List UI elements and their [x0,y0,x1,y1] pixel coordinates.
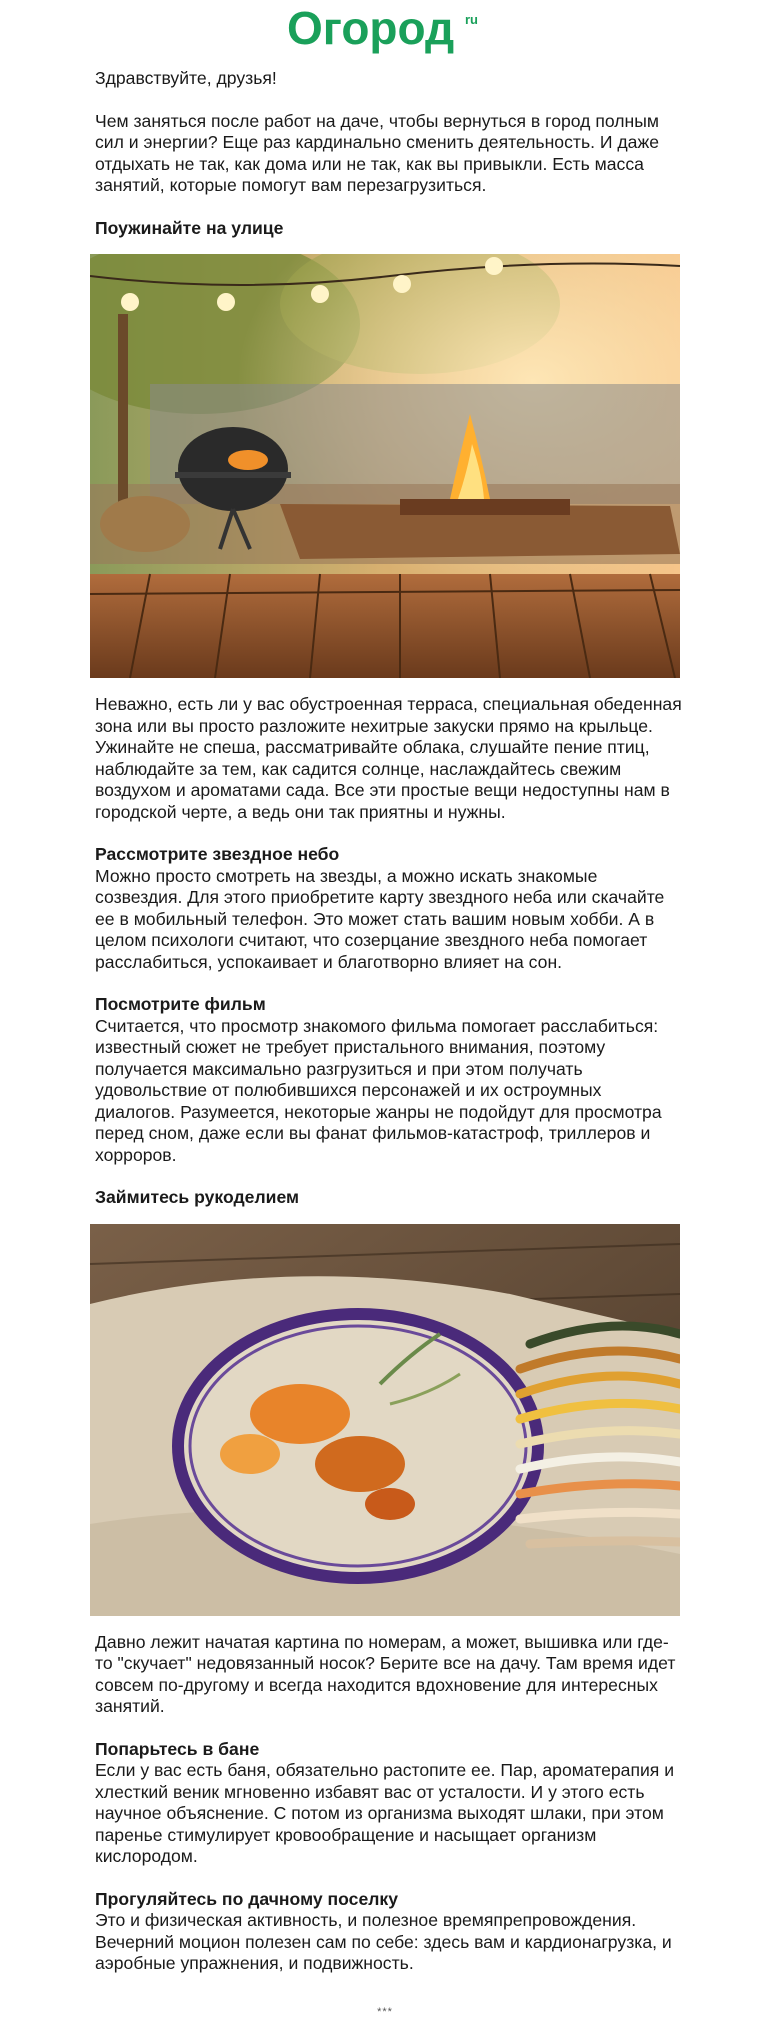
site-logo[interactable] [0,4,770,60]
section-text-dinner: Неважно, есть ли у вас обустроенная терраса, специальная обеденная зона или вы просто разложите нехитрые закуски прямо на крыльце. Ужинайте не спеша, рассматривайте облака, слушайте пение птиц, наблюдайте за тем, как садится солнце, наслаждайтесь свежим воздухом и ароматами сада. Все эти простые вещи недоступны нам в городской черте, а ведь они так приятны и нужны. [95,694,682,822]
section-text-walk: Это и физическая активность, и полезное времяпрепровождения. Вечерний моцион полезен сам по себе: здесь вам и кардионагрузка, и аэробные упражнения, и подвижность. [95,1910,672,1973]
logo-suffix: ru [465,12,478,27]
section-heading-movie: Посмотрите фильм [95,994,266,1014]
outdoor-dinner-photo [90,254,680,678]
section-heading-walk: Прогуляйтесь по дачному поселку [95,1888,399,1909]
logo-text: Огород [287,4,455,54]
logo-icon [285,4,485,54]
greeting: Здравствуйте, друзья! [95,68,277,88]
embroidery-photo [90,1224,680,1616]
section-heading-crafts: Займитесь рукоделием [95,1187,300,1207]
section-heading-dinner: Поужинайте на улице [95,217,284,238]
footer-separator: *** [377,2006,393,2018]
section-text-sauna: Если у вас есть баня, обязательно растопите ее. Пар, ароматерапия и хлесткий веник мгновенно избавят вас от усталости. И у этого есть научное объяснение. С потом из организма выходят шлаки, при этом паренье стимулирует кровообращение и насыщает организм кислородом. [95,1760,675,1866]
intro-paragraph: Чем заняться после работ на даче, чтобы вернуться в город полным сил и энергии? Еще раз кардинально сменить деятельность. И даже отдыхать не так, как дома или не так, как вы привыкли. Есть масса занятий, которые помогут вам перезагрузиться. [95,110,660,195]
article-body [95,68,683,1975]
section-text-movie: Считается, что просмотр знакомого фильма помогает расслабиться: известный сюжет не требует пристального внимания, поэтому получается максимально разгрузиться и при этом получать удовольствие от полюбившихся персонажей и их остроумных диалогов. Разумеется, некоторые жанры не подойдут для просмотра перед сном, даже если вы фанат фильмов-катастроф, триллеров и хорроров. [95,1015,662,1165]
section-text-crafts: Давно лежит начатая картина по номерам, а может, вышивка или где-то "скучает" недовязанный носок? Берите все на дачу. Там время идет совсем по-другому и всегда находится вдохновение для интересных занятий. [95,1631,676,1716]
section-heading-stars: Рассмотрите звездное небо [95,844,340,864]
section-text-stars: Можно просто смотреть на звезды, а можно искать знакомые созвездия. Для этого приобретите карту звездного неба или скачайте ее в мобильный телефон. Это может стать вашим новым хобби. А в целом психологи считают, что созерцание звездного неба помогает расслабиться, успокаивает и благотворно влияет на сон. [95,865,665,972]
section-heading-sauna: Попарьтесь в бане [95,1738,260,1759]
